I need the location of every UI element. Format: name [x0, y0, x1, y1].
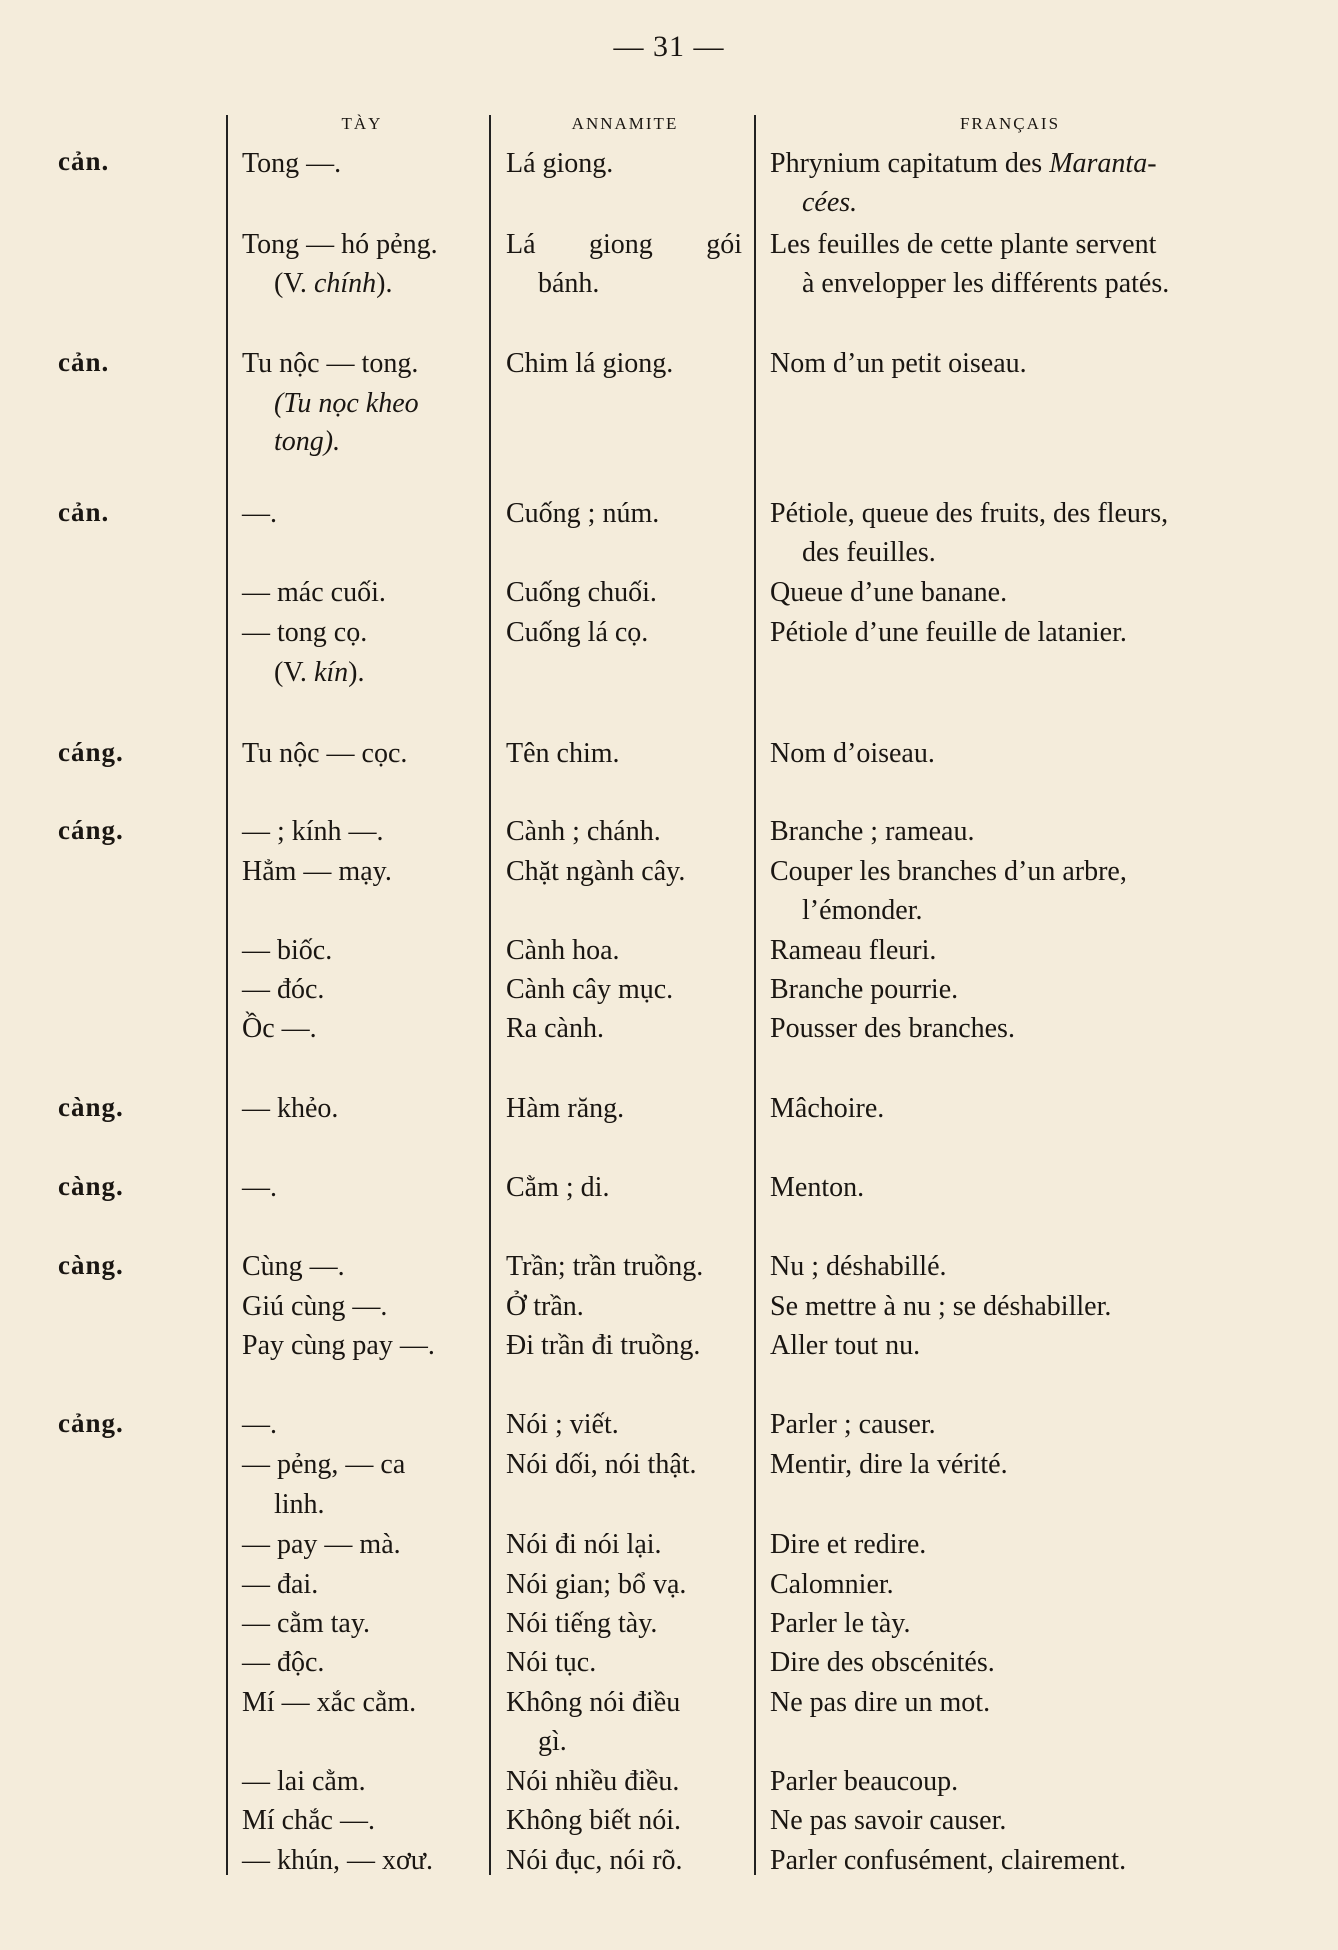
tay-text: — lai cằm.: [242, 1766, 366, 1797]
entry-line: [0, 183, 1338, 223]
francais-text: Se mettre à nu ; se déshabiller.: [770, 1291, 1112, 1322]
annamite-text: Nói gian; bổ vạ.: [506, 1569, 687, 1600]
tay-text: Hẳm — mạy.: [242, 856, 392, 887]
tay-text: (Tu nọc kheo: [274, 388, 419, 419]
column-header-annamite: ANNAMITE: [571, 114, 679, 133]
annamite-text: Tên chim.: [506, 738, 620, 769]
tay-text: — ; kính —.: [242, 816, 384, 847]
francais-text: Ne pas dire un mot.: [770, 1687, 991, 1718]
tay-text: Giú cùng —.: [242, 1291, 388, 1322]
headword: cản.: [58, 347, 110, 377]
tay-text: Cùng —.: [242, 1251, 345, 1282]
entry-line: [0, 264, 1338, 304]
annamite-text: Đi trần đi truồng.: [506, 1330, 701, 1361]
tay-text: — độc.: [242, 1647, 325, 1678]
annamite-text: Không nói điều: [506, 1687, 681, 1718]
entry-line: [0, 1801, 1338, 1841]
annamite-text: Cuống chuối.: [506, 577, 657, 608]
entry-line: [0, 653, 1338, 693]
entry-line: [0, 1009, 1338, 1049]
annamite-text: Cằm ; di.: [506, 1172, 610, 1203]
annamite-text: Cành ; chánh.: [506, 816, 661, 847]
headword: cáng.: [58, 815, 124, 845]
entry-line: [0, 1525, 1338, 1565]
francais-text: Pousser des branches.: [770, 1013, 1015, 1044]
tay-text: Pay cùng pay —.: [242, 1330, 435, 1361]
entry-line: [0, 1089, 1338, 1129]
annamite-text: Cuống ; núm.: [506, 498, 660, 529]
headword: càng.: [58, 1171, 124, 1201]
annamite-text: Nói tục.: [506, 1647, 597, 1678]
headword: càng.: [58, 1092, 124, 1122]
entry-line: [0, 573, 1338, 613]
francais-text: Pétiole d’une feuille de latanier.: [770, 617, 1127, 648]
entry-line: [0, 1762, 1338, 1802]
francais-text: Couper les branches d’un arbre,: [770, 856, 1127, 887]
annamite-text: Cành cây mục.: [506, 974, 674, 1005]
annamite-text: Chặt ngành cây.: [506, 856, 686, 887]
annamite-text: Cành hoa.: [506, 935, 620, 966]
entry-line: [0, 1841, 1338, 1881]
entry-line: [0, 812, 1338, 852]
francais-text: Rameau fleuri.: [770, 935, 937, 966]
tay-text: — đai.: [242, 1569, 319, 1600]
tay-text: Tong —.: [242, 148, 342, 179]
francais-text: Dire des obscénités.: [770, 1647, 995, 1678]
francais-text: Les feuilles de cette plante servent: [770, 229, 1157, 260]
annamite-text: Nói nhiều điều.: [506, 1766, 680, 1797]
tay-text: — đóc.: [242, 974, 325, 1005]
entry-line: [0, 931, 1338, 971]
tay-text: — biốc.: [242, 935, 333, 966]
entry-line: [0, 970, 1338, 1010]
entry-line: [0, 1247, 1338, 1287]
entry-line: [0, 1326, 1338, 1366]
entry-line: [0, 533, 1338, 573]
francais-text: Nu ; déshabillé.: [770, 1251, 947, 1282]
headword: cản.: [58, 497, 110, 527]
entry-line: [0, 384, 1338, 424]
tay-text: tong).: [274, 426, 341, 457]
francais-text: Nom d’un petit oiseau.: [770, 348, 1027, 379]
tay-text: —.: [242, 1172, 277, 1203]
francais-text: Nom d’oiseau.: [770, 738, 935, 769]
entry-line: [0, 891, 1338, 931]
annamite-text: Ra cành.: [506, 1013, 604, 1044]
entry-line: [0, 852, 1338, 892]
tay-text: — tong cọ.: [242, 617, 368, 648]
annamite-text: Chim lá giong.: [506, 348, 674, 379]
annamite-text: Ở trần.: [506, 1291, 584, 1322]
annamite-text: Lá giong gói: [506, 229, 742, 260]
tay-text: Mí chắc —.: [242, 1805, 375, 1836]
tay-text: — khẻo.: [242, 1093, 339, 1124]
entry-line: [0, 1168, 1338, 1208]
annamite-text: Nói đục, nói rõ.: [506, 1845, 683, 1876]
francais-text: Dire et redire.: [770, 1529, 927, 1560]
headword: cáng.: [58, 737, 124, 767]
annamite-text: Nói ; viết.: [506, 1409, 619, 1440]
annamite-text: Nói đi nói lại.: [506, 1529, 662, 1560]
tay-text: (V. kín).: [274, 657, 365, 688]
francais-text: cées.: [802, 187, 858, 218]
tay-text: — khún, — xơư.: [242, 1845, 433, 1876]
tay-text: (V. chính).: [274, 268, 393, 299]
annamite-text: Hàm răng.: [506, 1093, 625, 1124]
tay-text: — pay — mà.: [242, 1529, 401, 1560]
francais-text: Menton.: [770, 1172, 865, 1203]
francais-text: Parler confusément, clairement.: [770, 1845, 1127, 1876]
annamite-text: gì.: [538, 1726, 567, 1757]
entry-line: [0, 1445, 1338, 1485]
headword: cảng.: [58, 1408, 124, 1438]
annamite-text: Trần; trần truồng.: [506, 1251, 704, 1282]
annamite-text: Cuống lá cọ.: [506, 617, 649, 648]
francais-text: Queue d’une banane.: [770, 577, 1008, 608]
column-header-francais: FRANÇAIS: [959, 114, 1061, 133]
tay-text: — cằm tay.: [242, 1608, 371, 1639]
entry-line: [0, 1683, 1338, 1723]
headword: càng.: [58, 1250, 124, 1280]
francais-text: Phrynium capitatum des Maranta-: [770, 148, 1157, 179]
annamite-text: Nói dối, nói thật.: [506, 1449, 697, 1480]
entry-line: [0, 613, 1338, 653]
francais-text: Branche ; rameau.: [770, 816, 975, 847]
francais-text: Calomnier.: [770, 1569, 894, 1600]
francais-text: Parler beaucoup.: [770, 1766, 959, 1797]
entry-line: [0, 494, 1338, 534]
tay-text: Ồc —.: [242, 1013, 317, 1044]
tay-text: Tu nộc — tong.: [242, 348, 419, 379]
entry-line: [0, 734, 1338, 774]
entry-line: [0, 1287, 1338, 1327]
francais-text: l’émonder.: [802, 895, 923, 926]
entry-line: [0, 1722, 1338, 1762]
entry-line: [0, 1565, 1338, 1605]
annamite-text: bánh.: [538, 268, 600, 299]
francais-text: Pétiole, queue des fruits, des fleurs,: [770, 498, 1169, 529]
tay-text: — pẻng, — ca: [242, 1449, 406, 1480]
entry-line: [0, 144, 1338, 184]
tay-text: —.: [242, 498, 277, 529]
francais-text: Branche pourrie.: [770, 974, 959, 1005]
entry-line: [0, 344, 1338, 384]
francais-text: à envelopper les différents patés.: [802, 268, 1170, 299]
francais-text: Mâchoire.: [770, 1093, 885, 1124]
annamite-text: Lá giong.: [506, 148, 614, 179]
entry-line: [0, 225, 1338, 265]
column-header-tay: TÀY: [341, 114, 383, 133]
entry-line: [0, 1485, 1338, 1525]
entry-line: [0, 1405, 1338, 1445]
headword: cản.: [58, 146, 110, 176]
francais-text: des feuilles.: [802, 537, 936, 568]
entry-line: [0, 422, 1338, 462]
tay-text: Mí — xắc cằm.: [242, 1687, 417, 1718]
francais-text: Mentir, dire la vérité.: [770, 1449, 1008, 1480]
francais-text: Parler ; causer.: [770, 1409, 936, 1440]
tay-text: — mác cuối.: [242, 577, 386, 608]
annamite-text: Nói tiếng tày.: [506, 1608, 658, 1639]
francais-text: Parler le tày.: [770, 1608, 911, 1639]
francais-text: Aller tout nu.: [770, 1330, 921, 1361]
tay-text: —.: [242, 1409, 277, 1440]
tay-text: Tu nộc — cọc.: [242, 738, 408, 769]
entry-line: [0, 1604, 1338, 1644]
francais-text: Ne pas savoir causer.: [770, 1805, 1007, 1836]
entry-line: [0, 1643, 1338, 1683]
tay-text: linh.: [274, 1489, 325, 1520]
annamite-text: Không biết nói.: [506, 1805, 681, 1836]
page-number: — 31 —: [613, 30, 725, 63]
tay-text: Tong — hó pẻng.: [242, 229, 438, 260]
